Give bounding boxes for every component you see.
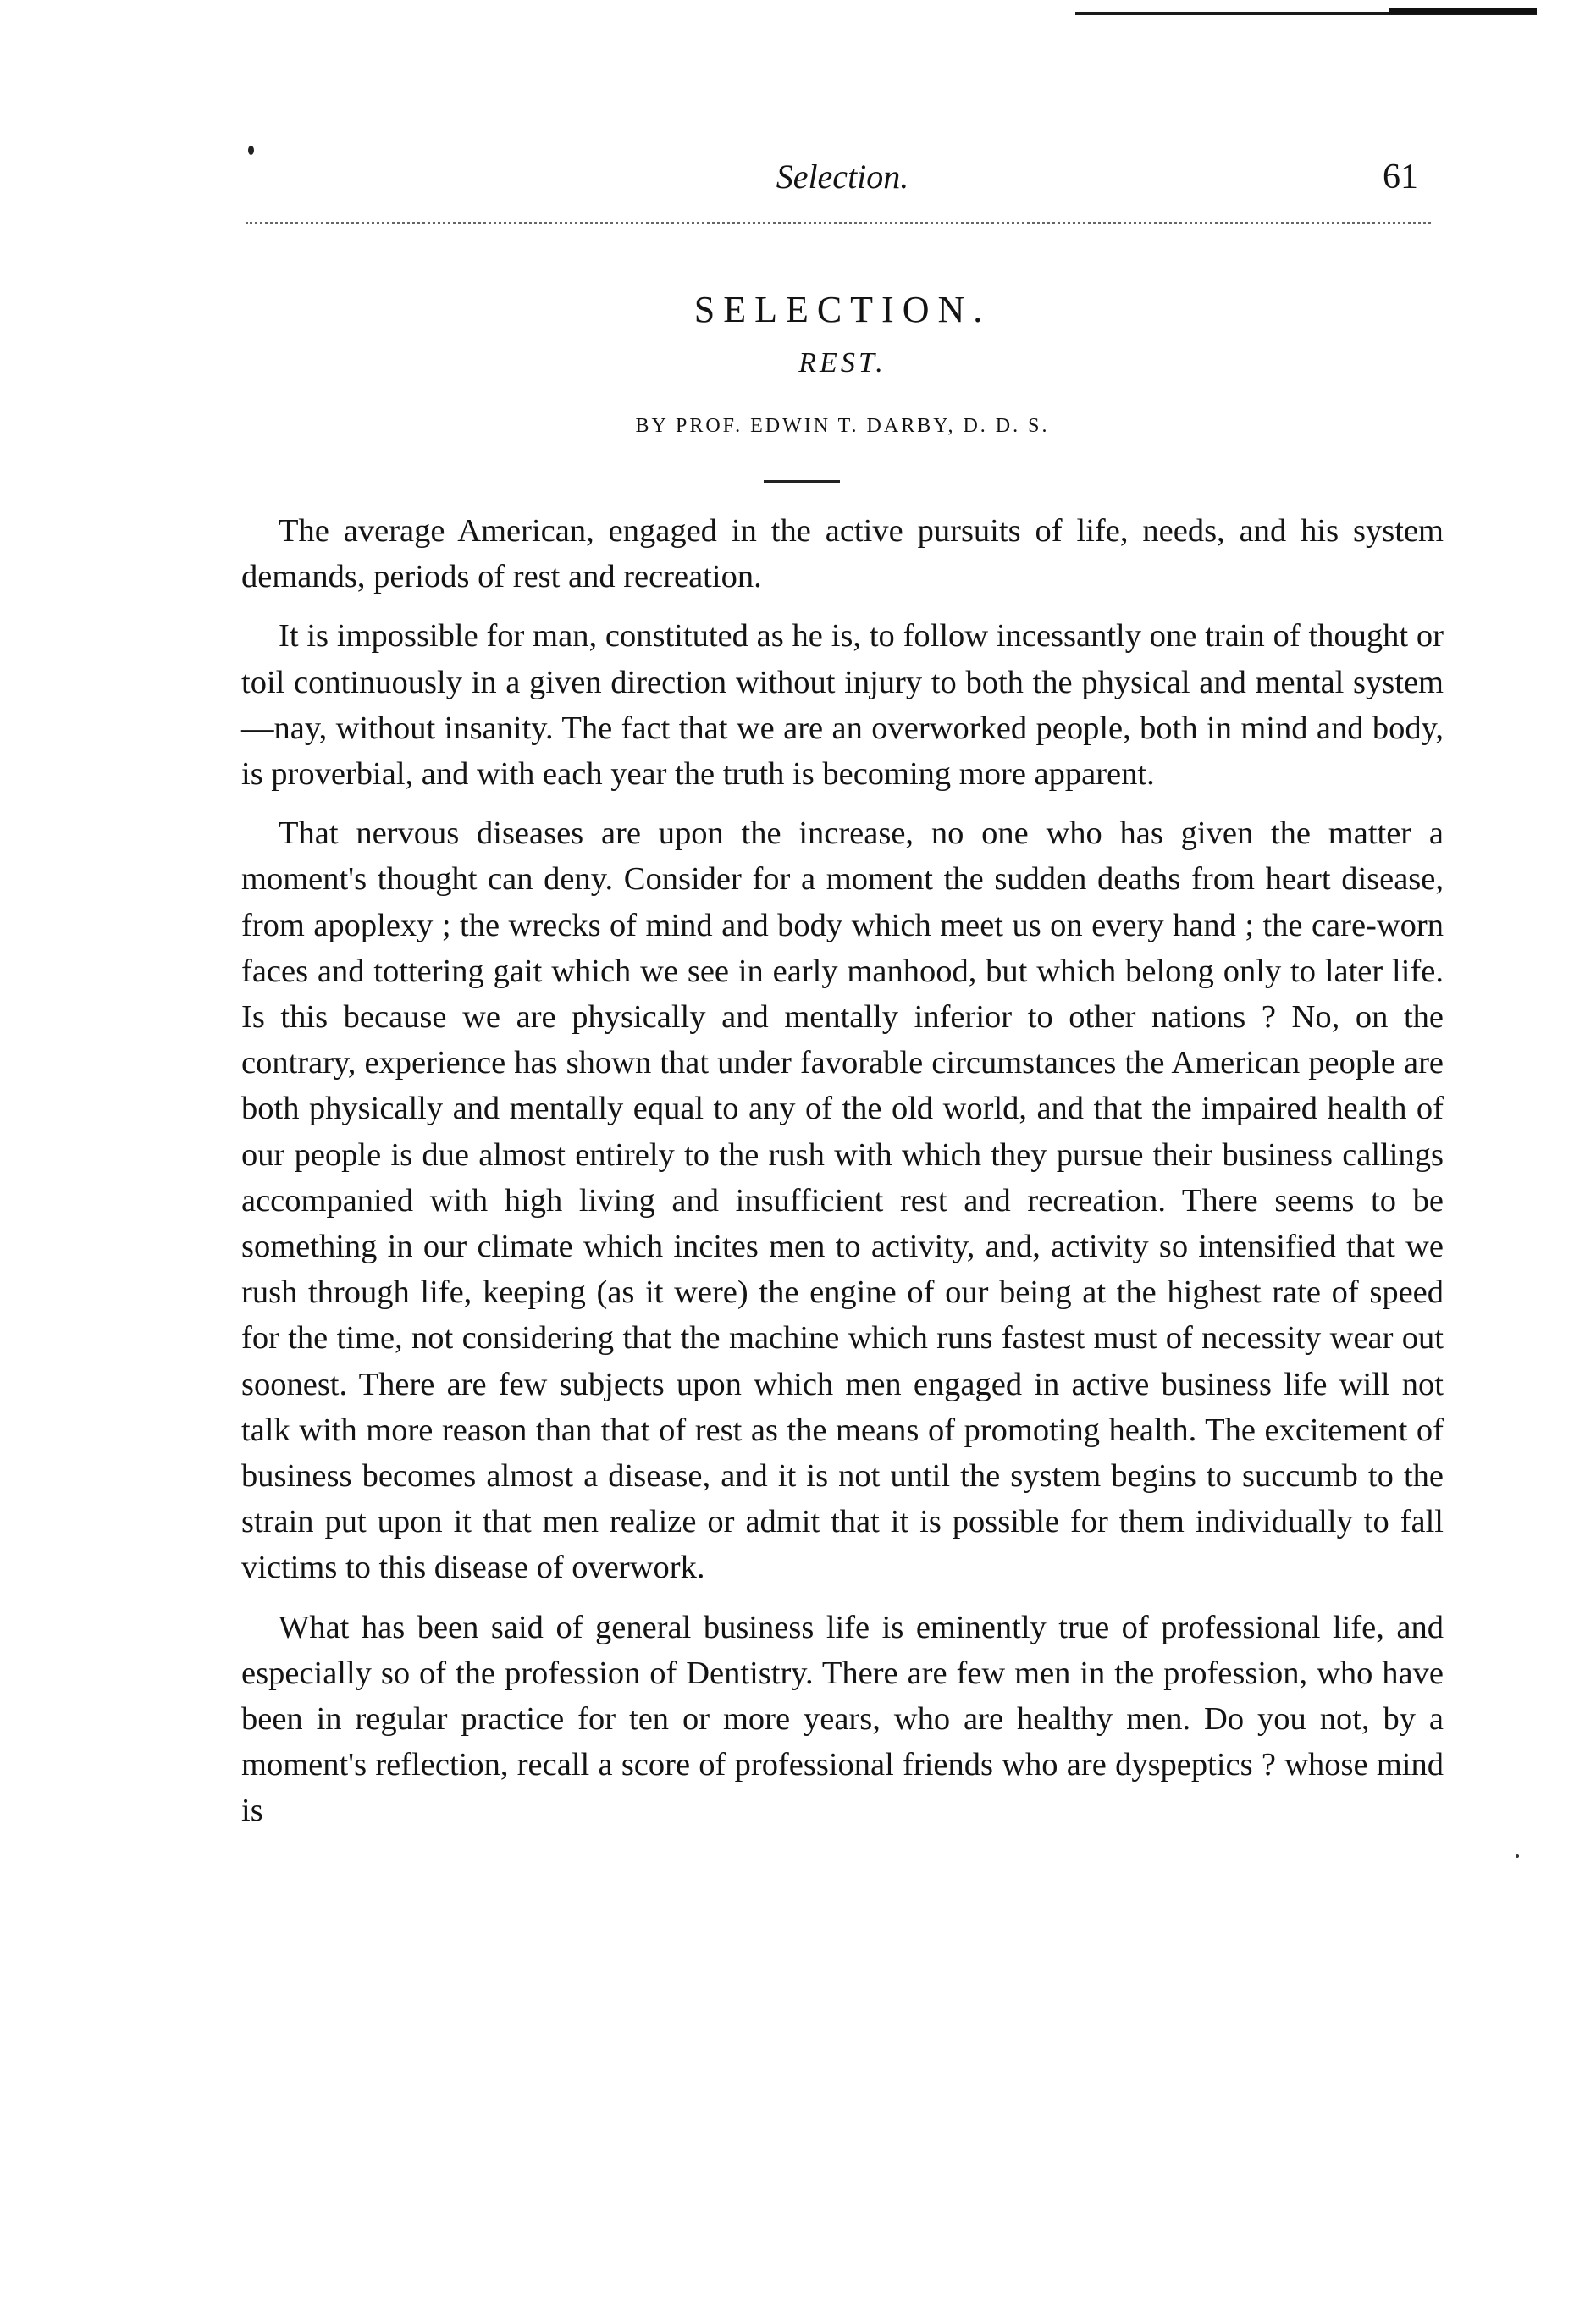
title-divider xyxy=(764,480,840,483)
header-divider xyxy=(246,222,1431,224)
article-title: SELECTION. xyxy=(693,289,991,330)
article-byline: BY PROF. EDWIN T. DARBY, D. D. S. xyxy=(635,415,1050,437)
paragraph-3: That nervous diseases are upon the increase, no one who has given the matter a moment's thought can deny. Consider for a moment the sudden deaths from heart disease, from apoplexy ; the wrecks of mind and body which meet us on every hand ; the care-worn faces and tottering gait which we see in early manhood, but which belong only to later life. Is this because we are physically and mentally inferior to other nations ? No, on the contrary, experience has shown that under favorable circumstances the American people are both physically and mentally equal to any of the old world, and that the impaired health of our people is due almost entirely to the rush with which they pursue their business callings accompanied with high living and insufficient rest and recreation. There seems to be something in our climate which incites men to activity, and, activity so intensified that we rush through life, keeping (as it were) the engine of our being at the highest rate of speed for the time, not considering that the machine which runs fastest must of necessity wear out soonest. There are few subjects upon which men engaged in active business life will not talk with more reason than that of rest as the means of promoting health. The excitement of business becomes almost a disease, and it is not until the system begins to succumb to the strain put upon it that men realize or admit that it is possible for them individually to fall victims to this disease of overwork. xyxy=(241,815,1444,1586)
running-head xyxy=(241,157,1444,207)
paragraph-4: What has been said of general business life is eminently true of professional life, and especially so of the profession of Dentistry. There are few men in the profession, who have been in regular practice for ten or more years, who are healthy men. Do you not, by a moment's reflection, recall a score of professional friends who are dyspeptics ? whose mind is xyxy=(241,1609,1444,1829)
paragraph-2: It is impossible for man, constituted as he is, to follow incessantly one train of thought or toil continuously in a given direction without injury to both the physical and mental system—nay, without insanity. The fact that we are an overworked people, both in mind and body, is proverbial, and with each year the truth is becoming more apparent. xyxy=(241,618,1444,793)
running-head-title: Selection. xyxy=(776,158,909,196)
margin-mark xyxy=(1516,1854,1519,1858)
page-number: 61 xyxy=(1383,158,1418,196)
article-subtitle: REST. xyxy=(798,347,886,379)
ink-speck xyxy=(248,146,254,155)
article-body xyxy=(241,508,1444,1848)
paragraph-1: The average American, engaged in the active pursuits of life, needs, and his system demands, periods of rest and recreation. xyxy=(241,513,1444,595)
top-edge-rule-thick xyxy=(1389,8,1537,14)
